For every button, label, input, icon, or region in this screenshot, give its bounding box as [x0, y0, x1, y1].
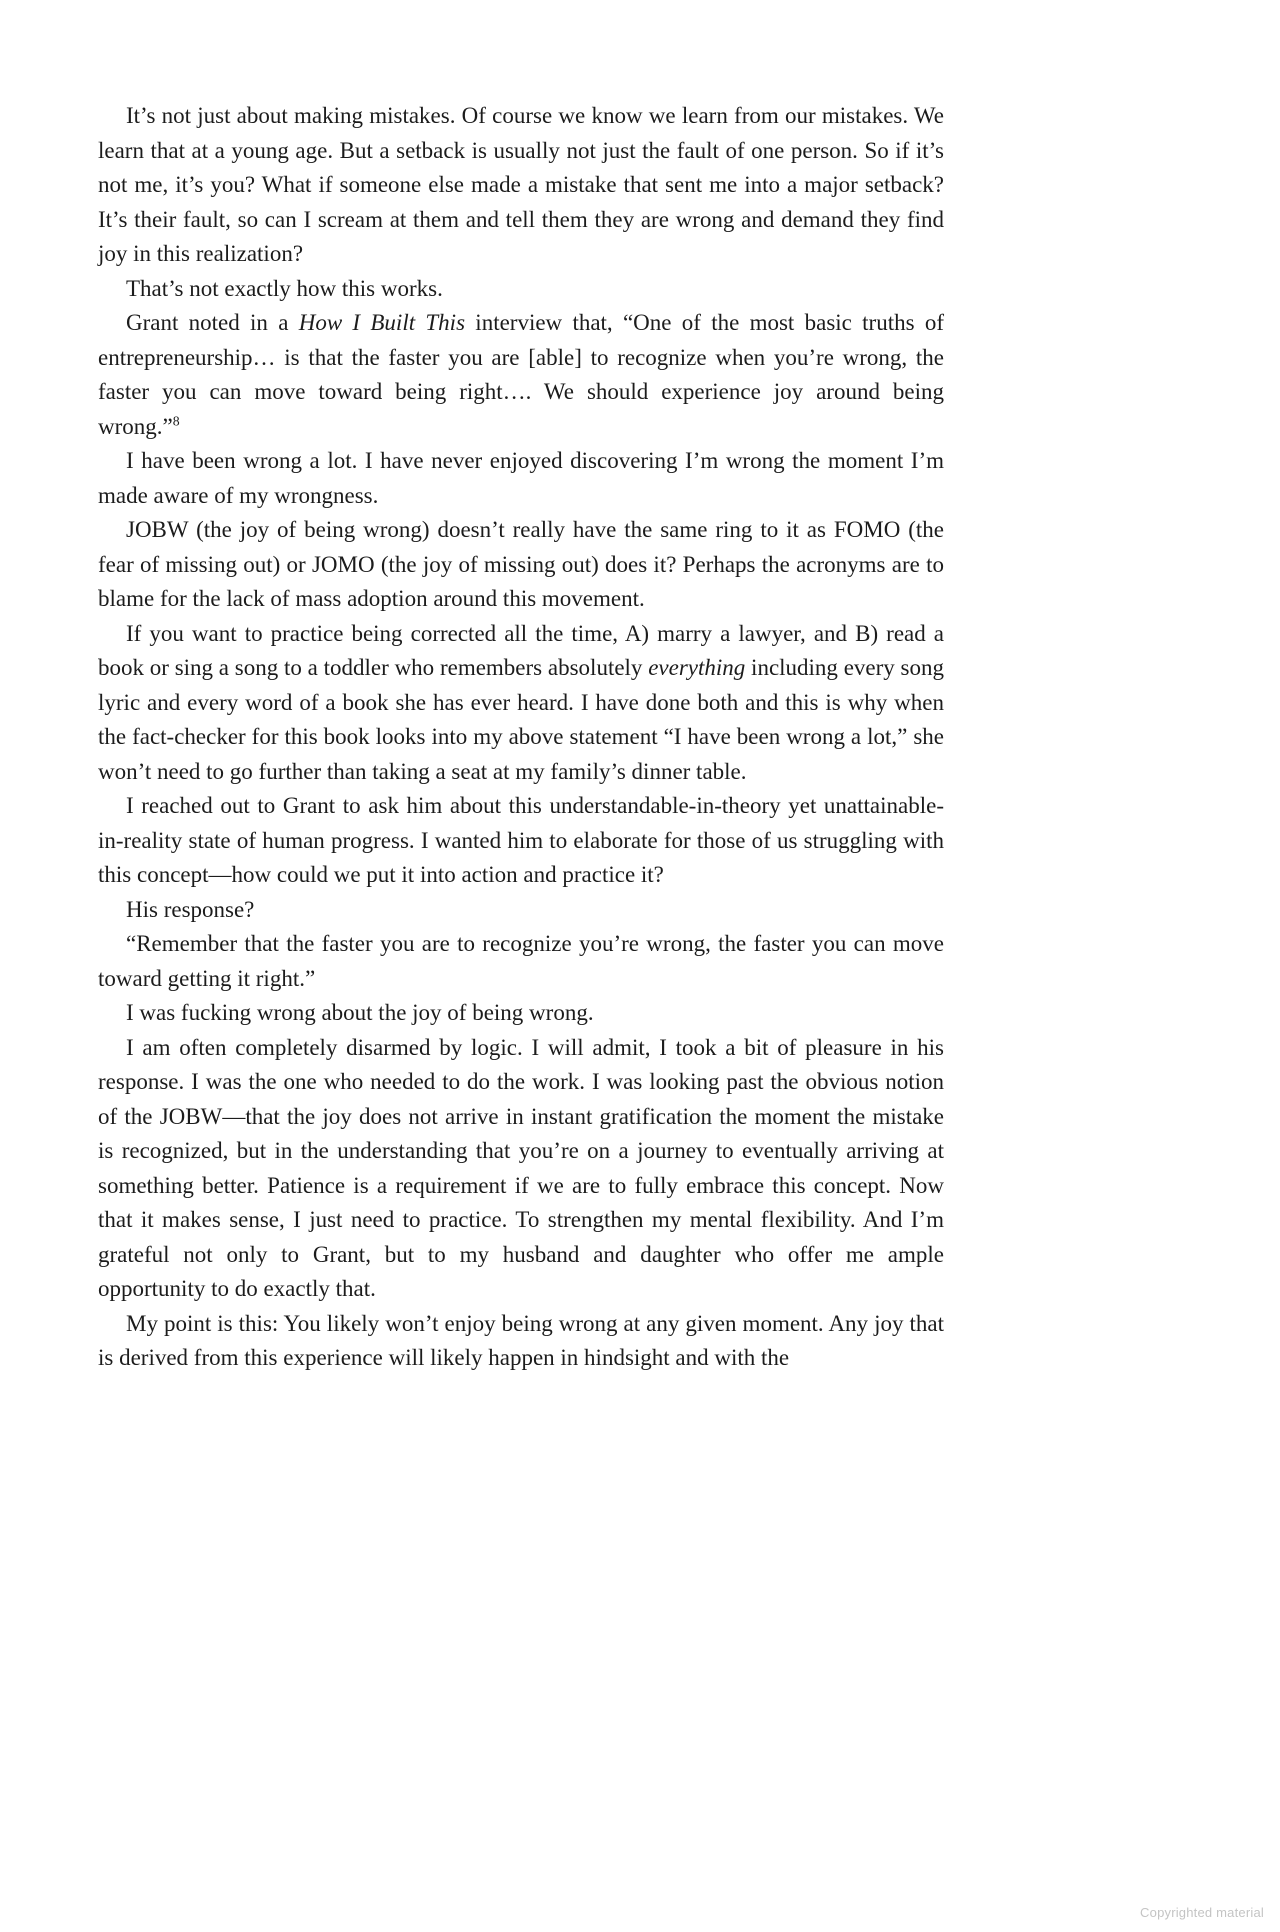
text-run: That’s not exactly how this works.	[126, 275, 443, 301]
text-run: If you want to practice being corrected all the time, A) marry a lawyer, and B) read a book or sing a song to a toddler who remembers absolutely	[98, 620, 944, 680]
italic-text-run: How I Built This	[298, 310, 466, 335]
text-run: I have been wrong a lot. I have never enjoyed discovering I’m wrong the moment I’m made aware of my wrongness.	[98, 448, 944, 508]
paragraph-11	[98, 1031, 944, 1307]
text-run: I was fucking wrong about the joy of being wrong.	[126, 1000, 594, 1025]
paragraph-10	[98, 996, 944, 1031]
text-run: “Remember that the faster you are to recognize you’re wrong, the faster you can move toward getting it right.”	[98, 931, 944, 991]
paragraph-9	[98, 927, 944, 996]
text-run: My point is this: You likely won’t enjoy being wrong at any given moment. Any joy that is derived from this experience will likely happen in hindsight and with the	[98, 1310, 944, 1370]
footnote-reference: 8	[172, 412, 180, 428]
paragraph-7	[98, 789, 944, 893]
text-run: I am often completely disarmed by logic. I will admit, I took a bit of pleasure in his response. I was the one who needed to do the work. I was looking past the obvious notion of the JOBW—that the joy does not arrive in instant gratification the moment the mistake is recognized, but in the understanding that you’re on a journey to eventually arriving at something better. Patience is a requirement if we are to fully embrace this concept. Now that it makes sense, I just need to practice. To strengthen my mental flexibility. And I’m grateful not only to Grant, but to my husband and daughter who offer me ample opportunity to do exactly that.	[98, 1034, 944, 1301]
paragraph-5	[98, 513, 944, 617]
text-run: I reached out to Grant to ask him about this understandable-in-theory yet unattainable-in-reality state of human progress. I wanted him to elaborate for those of us struggling with this concept—how could we put it into action and practice it?	[98, 793, 944, 887]
copyright-watermark: Copyrighted material	[1140, 1905, 1264, 1920]
paragraph-8	[98, 893, 944, 928]
text-run: interview that, “One of the most basic truths of entrepreneurship… is that the faster you are [able] to recognize when you’re wrong, the faster you can move toward being right…. We should experience joy around being wrong.”	[98, 310, 944, 439]
paragraph-6	[98, 617, 944, 790]
text-run: His response?	[126, 896, 255, 922]
text-run: including every song lyric and every word of a book she has ever heard. I have done both and this is why when the fact-checker for this book looks into my above statement “I have been wrong a lot,” she won’t need to go further than taking a seat at my family’s dinner table.	[98, 655, 944, 784]
paragraph-2	[98, 272, 944, 307]
paragraph-12	[98, 1307, 944, 1376]
italic-text-run: everything	[648, 655, 746, 680]
book-page-text	[98, 99, 944, 1376]
paragraph-3	[98, 306, 944, 444]
paragraph-1	[98, 99, 944, 272]
text-run: It’s not just about making mistakes. Of course we know we learn from our mistakes. We learn that at a young age. But a setback is usually not just the fault of one person. So if it’s not me, it’s you? What if someone else made a mistake that sent me into a major setback? It’s their fault, so can I scream at them and tell them they are wrong and demand they find joy in this realization?	[98, 103, 944, 266]
text-run: Grant noted in a	[126, 310, 299, 335]
paragraph-4	[98, 444, 944, 513]
text-run: JOBW (the joy of being wrong) doesn’t really have the same ring to it as FOMO (the fear of missing out) or JOMO (the joy of missing out) does it? Perhaps the acronyms are to blame for the lack of mass adoption around this movement.	[98, 517, 944, 611]
